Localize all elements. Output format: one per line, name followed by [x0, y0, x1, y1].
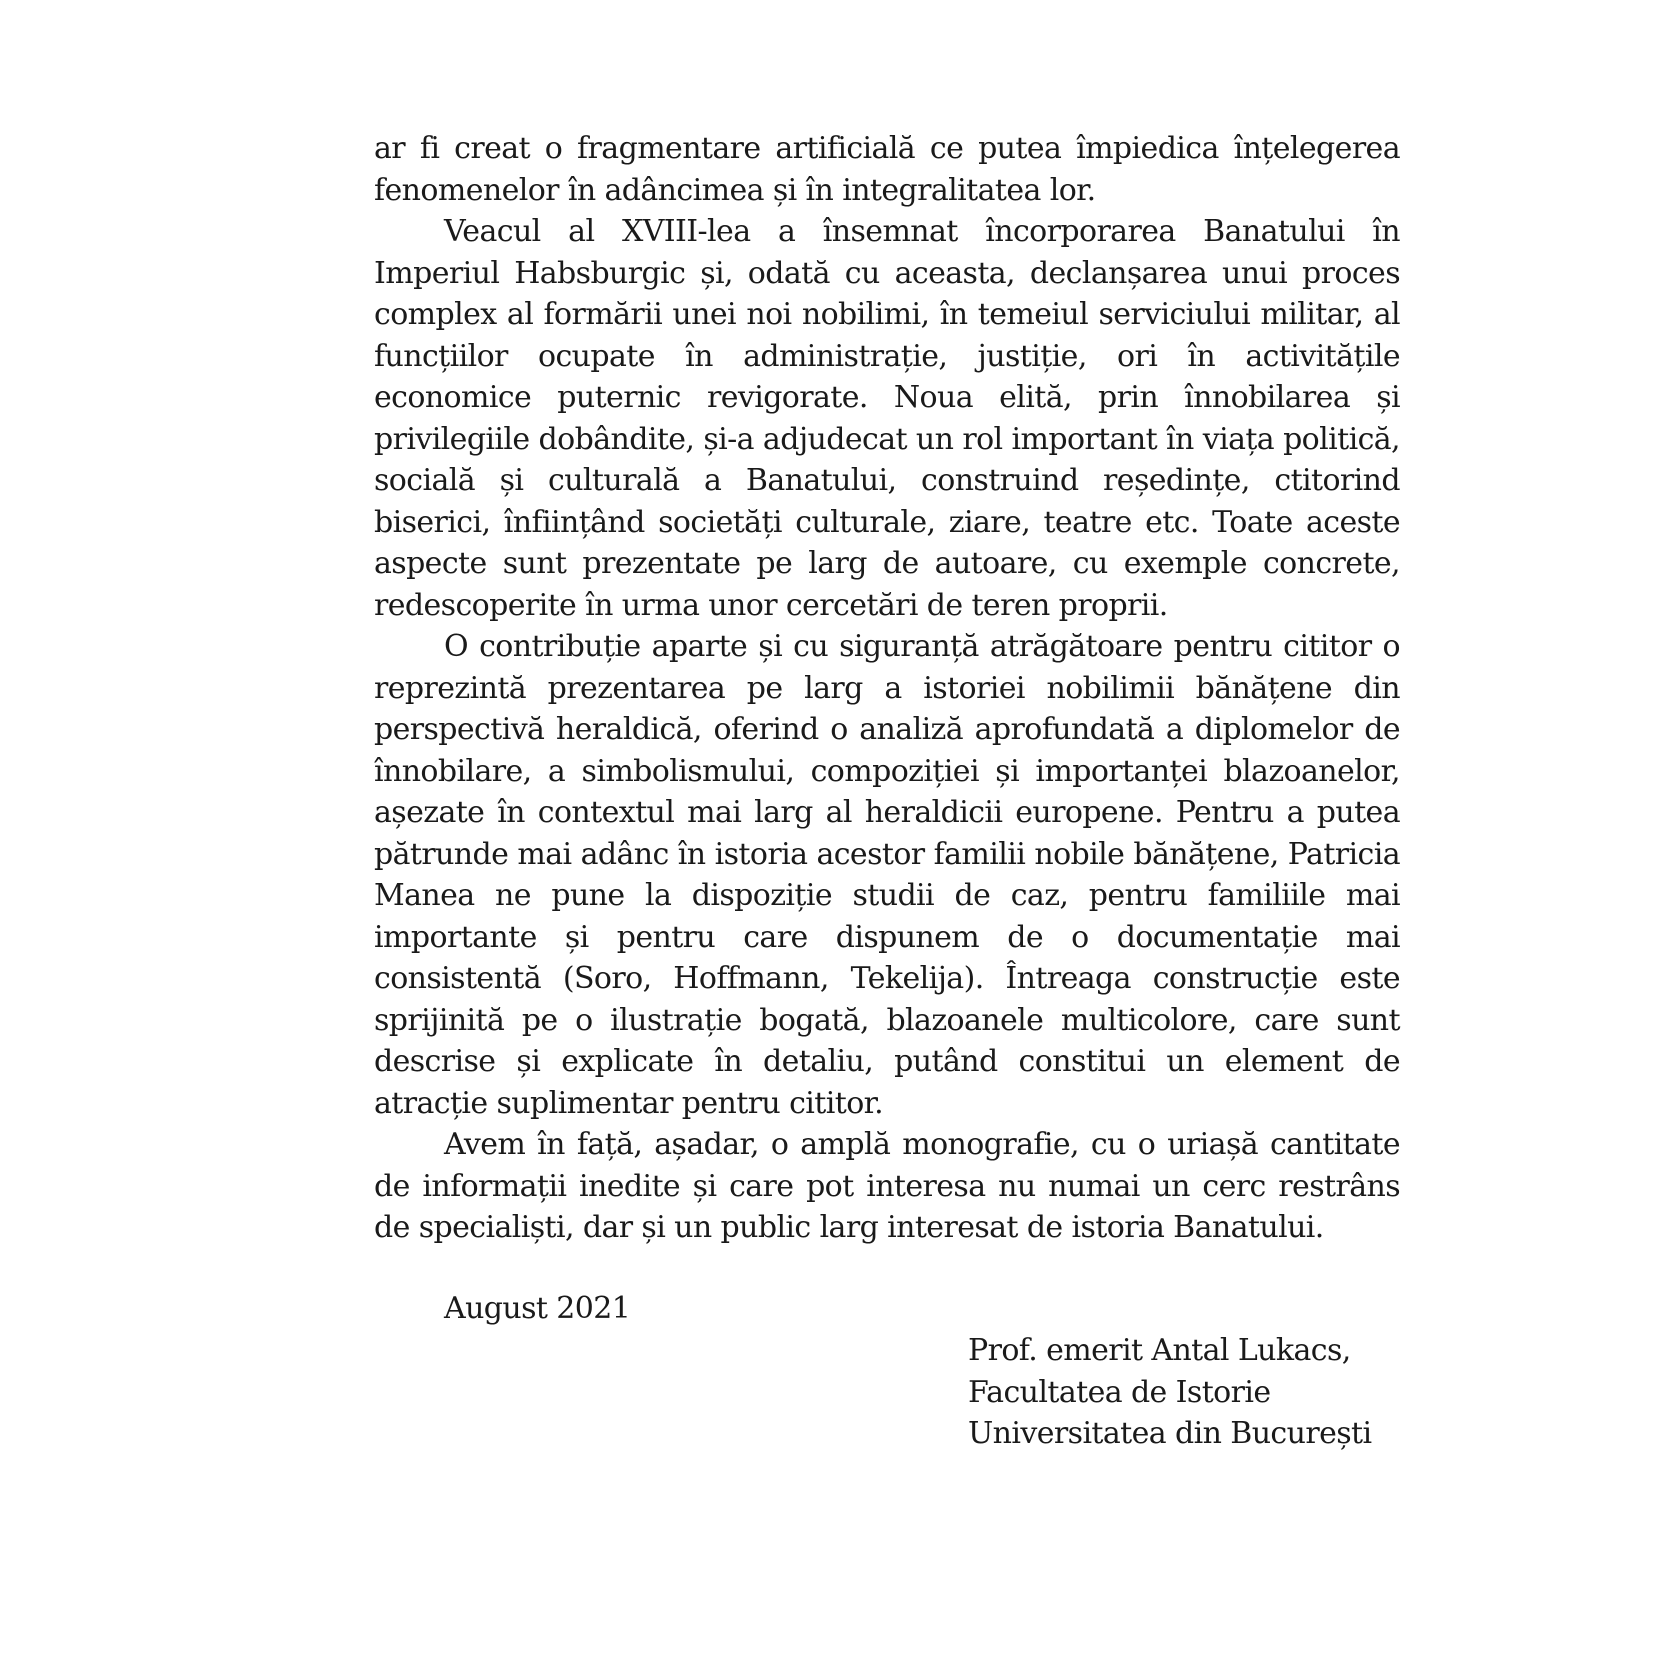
date-line: August 2021 [444, 1291, 631, 1326]
signature-university: Universitatea din București [968, 1416, 1372, 1451]
body-text [374, 128, 1400, 1249]
paragraph-eighteenth-century: Veacul al XVIII-lea a însemnat încorporarea Banatului în Imperiul Habsburgic și, odată cu aceasta, declanșarea unui proces complex al formării unei noi nobilimi, în temeiul serviciului militar, al funcțiilor ocupate în administrație, justiție, ori în activitățile economice puternic revigorate. Noua elită, prin înnobilarea și privilegiile dobândite, și-a adjudecat un rol important în viața politică, socială și culturală a Banatului, construind reședințe, ctitorind biserici, înființând societăți culturale, ziare, teatre etc. Toate aceste aspecte sunt prezentate pe larg de autoare, cu exemple concrete, redescoperite în urma unor cercetări de teren proprii. [374, 214, 1400, 623]
paragraph-continuation: ar fi creat o fragmentare artificială ce putea împiedica înțelegerea fenomenelor în adâncimea și în integralitatea lor. [374, 131, 1400, 208]
signature-block [968, 1330, 1372, 1455]
paragraph-heraldry: O contribuție aparte și cu siguranță atrăgătoare pentru cititor o reprezintă prezentarea pe larg a istoriei nobilimii bănățene din perspectivă heraldică, oferind o analiză aprofundată a diplomelor de înnobilare, a simbolismului, compoziției și importanței blazoanelor, așezate în contextul mai larg al heraldicii europene. Pentru a putea pătrunde mai adânc în istoria acestor familii nobile bănățene, Patricia Manea ne pune la dispoziție studii de caz, pentru familiile mai importante și pentru care dispunem de o documentație mai consistentă (Soro, Hoffmann, Tekelija). Întreaga construcție este sprijinită pe o ilustrație bogată, blazoanele multicolore, care sunt descrise și explicate în detaliu, putând constitui un element de atracție suplimentar pentru cititor. [374, 629, 1400, 1121]
signature-faculty: Facultatea de Istorie [968, 1374, 1271, 1410]
paragraph-conclusion: Avem în față, așadar, o amplă monografie, cu o uriașă cantitate de informații inedite și care pot interesa nu numai un cerc restrâns de specialiști, dar și un public larg interesat de istoria Banatului. [374, 1127, 1400, 1245]
signature-name: Prof. emerit Antal Lukacs, [968, 1333, 1351, 1368]
